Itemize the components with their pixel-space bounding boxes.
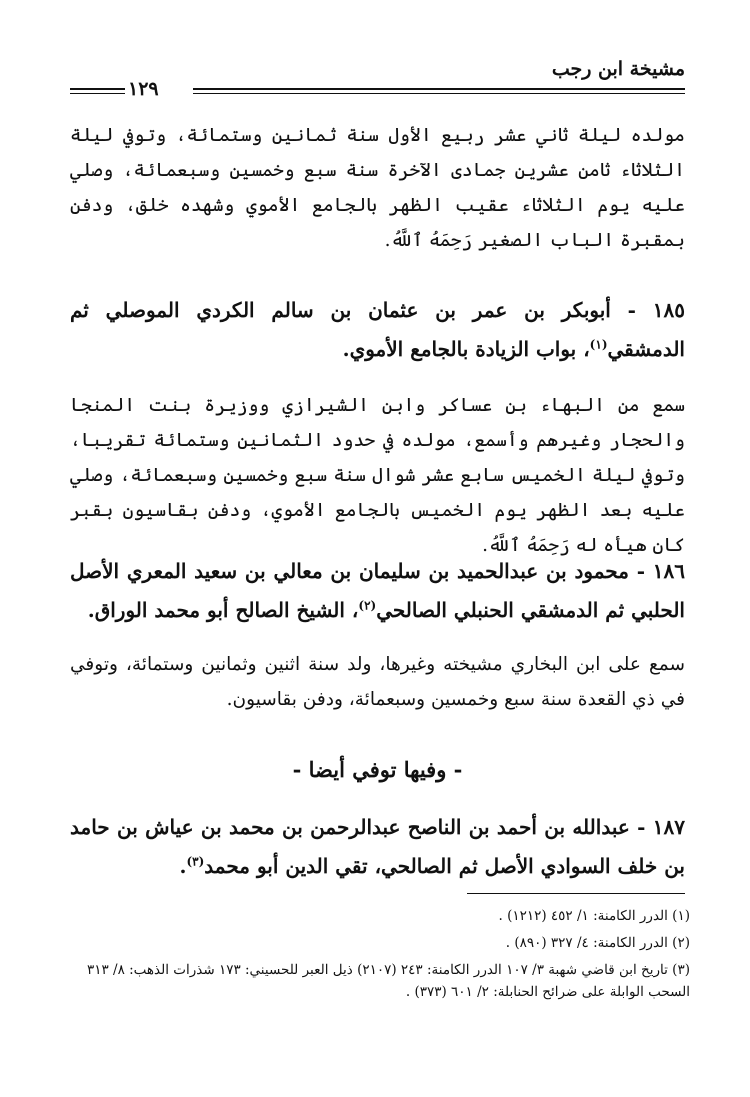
entry-186-heading	[70, 552, 685, 630]
entry-187-heading	[70, 808, 685, 886]
entry-186-text: ١٨٦ - محمود بن عبدالحميد بن سليمان بن معالي بن سعيد المعري الأصل الحلبي ثم الدمشقي الحنبلي الصالحي	[70, 559, 685, 622]
footnote-separator	[467, 893, 685, 894]
footnote-3: (٣) تاريخ ابن قاضي شهبة ٣/ ١٠٧ الدرر الكامنة: ٢٤٣ (٢١٠٧) ذيل العبر للحسيني: ١٧٣ شذرات الذهب: ٨/ ٣١٣ السحب الوابلة على ضرائح الحنابلة: ٢/ ٦٠١ (٣٧٣) .	[86, 962, 690, 1000]
page-number: ١٢٩	[128, 78, 159, 100]
header-rule	[193, 88, 685, 94]
footnote-1: (١) الدرر الكامنة: ١/ ٤٥٢ (١٢١٢) .	[498, 908, 690, 924]
entry-185-text-end: ، بواب الزيادة بالجامع الأموي.	[342, 337, 590, 361]
section-heading: - وفيها توفي أيضا -	[292, 757, 463, 782]
header-rule-short	[70, 88, 125, 94]
footnote-ref-3[interactable]: (٣)	[186, 854, 205, 869]
footnote-2: (٢) الدرر الكامنة: ٤/ ٣٢٧ (٨٩٠) .	[505, 935, 690, 951]
entry-185-heading	[70, 291, 685, 369]
footnote-ref-1[interactable]: (١)	[589, 337, 608, 352]
paragraph-2: سمع من البهاء بن عساكر وابن الشيرازي ووزيرة بنت المنجا والحجار وغيرهم وأسمع، مولده في حدود الثمانين وستمائة تقريبا، وتوفي ليلة الخميس سابع عشر شوال سنة سبع وخمسين وسبعمائة، وصلي عليه بعد الظهر يوم الخميس بالجامع الأموي، ودفن بقاسيون بقبر كان هيأه له رَحِمَهُ ٱللَّهُ.	[70, 395, 685, 556]
entry-187-text: ١٨٧ - عبدالله بن أحمد بن الناصح عبدالرحمن بن محمد بن عياش بن حامد بن خلف السوادي الأصل ثم الصالحي، تقي الدين أبو محمد	[70, 815, 685, 878]
paragraph-1: مولده ليلة ثاني عشر ربيع الأول سنة ثمانين وستمائة، وتوفي ليلة الثلاثاء ثامن عشرين جمادى الآخرة سنة سبع وخمسين وسبعمائة، وصلي عليه يوم الثلاثاء عقيب الظهر بالجامع الأموي وشهده خلق، ودفن بمقبرة الباب الصغير رَحِمَهُ ٱللَّهُ.	[70, 125, 685, 251]
running-header	[70, 58, 685, 98]
paragraph-3: سمع على ابن البخاري مشيخته وغيرها، ولد سنة اثنين وثمانين وستمائة، وتوفي في ذي القعدة سنة سبع وخمسين وسبعمائة، ودفن بقاسيون.	[70, 654, 685, 710]
footnote-ref-2[interactable]: (٢)	[358, 598, 377, 613]
entry-185-text: ١٨٥ - أبوبكر بن عمر بن عثمان بن سالم الكردي الموصلي ثم الدمشقي	[70, 298, 685, 361]
entry-187-text-end: .	[179, 854, 187, 878]
entry-186-text-end: ، الشيخ الصالح أبو محمد الوراق.	[87, 598, 359, 622]
book-title: مشيخة ابن رجب	[551, 58, 685, 80]
